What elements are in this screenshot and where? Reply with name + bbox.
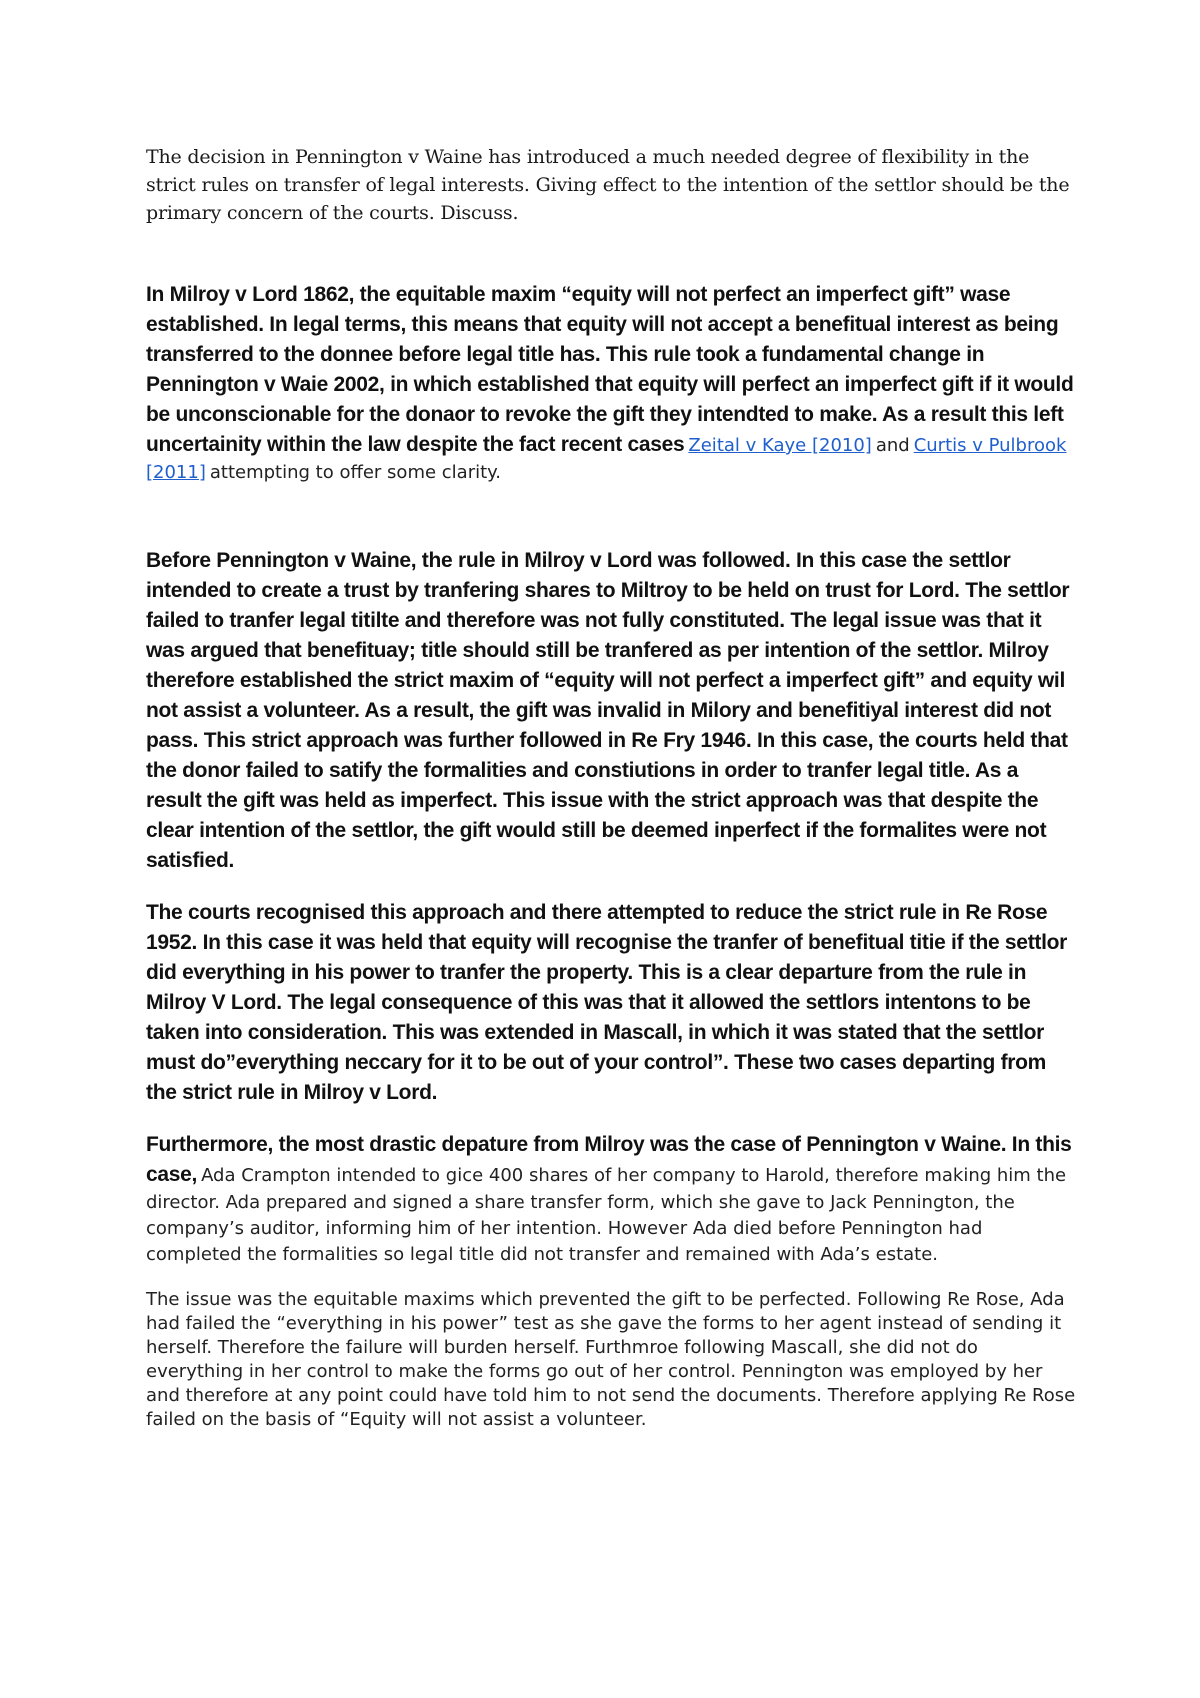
link-zeital-v-kaye[interactable]: Zeital v Kaye [2010]	[688, 435, 872, 456]
paragraph-pennington-facts-lead: Furthermore, the most drastic depature from Milroy was the case of Pennington v Waine. In this case,	[146, 1133, 1072, 1186]
link-curtis-v-pulbrook[interactable]: Curtis v Pulbrook [2011]	[146, 435, 1067, 483]
paragraph-before-pennington: Before Pennington v Waine, the rule in Milroy v Lord was followed. In this case the settlor intended to create a trust by tranfering shares to Miltroy to be held on trust for Lord. The settlor failed to tranfer legal titilte and therefore was not fully constituted. The legal issue was that it was argued that benefituay; title should still be tranfered as per intention of the settlor. Milroy therefore established the strict maxim of “equity will not perfect a imperfect gift” and equity wil not assist a volunteer. As a result, the gift was invalid in Milory and benefitiyal interest did not pass. This strict approach was further followed in Re Fry 1946. In this case, the courts held that the donor failed to satify the formalities and constiutions in order to tranfer legal title. As a result the gift was held as imperfect. This issue with the strict approach was that despite the clear intention of the settlor, the gift would still be deemed inperfect if the formalites were not satisfied.	[146, 549, 1070, 872]
paragraph-milroy-intro	[146, 280, 1076, 486]
paragraph-equitable-issue: The issue was the equitable maxims which prevented the gift to be perfected. Following Re Rose, Ada had failed the “everything in his power” test as she gave the forms to her agent instead of sending it herself. Therefore the failure will burden herself. Furthmroe following Mascall, she did not do everything in her control to make the forms go out of her control. Pennington was employed by her and therefore at any point could have told him to not send the documents. Therefore applying Re Rose failed on the basis of “Equity will not assist a volunteer.	[146, 1289, 1076, 1430]
conjunction-and: and	[875, 435, 910, 456]
essay-question: The decision in Pennington v Waine has introduced a much needed degree of flexibility in the strict rules on transfer of legal interests. Giving effect to the intention of the settlor should be the primary concern of the courts. Discuss.	[146, 146, 1070, 224]
paragraph-milroy-intro-tail: attempting to offer some clarity.	[209, 462, 501, 483]
paragraph-milroy-intro-text: In Milroy v Lord 1862, the equitable maxim “equity will not perfect an imperfect gift” wase established. In legal terms, this means that equity will not accept a benefitual interest as being transferred to the donnee before legal title has. This rule took a fundamental change in Pennington v Waie 2002, in which established that equity will perfect an imperfect gift if it would be unconscionable for the donaor to revoke the gift they intendted to make. As a result this left uncertainity within the law despite the fact recent cases	[146, 283, 1074, 456]
paragraph-pennington-facts	[146, 1130, 1076, 1268]
paragraph-pennington-facts-body: Ada Crampton intended to gice 400 shares of her company to Harold, therefore making him the director. Ada prepared and signed a share transfer form, which she gave to Jack Pennington, the company’s auditor, informing him of her intention. However Ada died before Pennington had completed the formalities so legal title did not transfer and remained with Ada’s estate.	[146, 1165, 1067, 1265]
document-page	[146, 143, 1076, 1432]
paragraph-re-rose: The courts recognised this approach and there attempted to reduce the strict rule in Re Rose 1952. In this case it was held that equity will recognise the tranfer of benefitual titie if the settlor did everything in his power to tranfer the property. This is a clear departure from the rule in Milroy V Lord. The legal consequence of this was that it allowed the settlors intentons to be taken into consideration. This was extended in Mascall, in which it was stated that the settlor must do”everything neccary for it to be out of your control”. These two cases departing from the strict rule in Milroy v Lord.	[146, 901, 1068, 1104]
